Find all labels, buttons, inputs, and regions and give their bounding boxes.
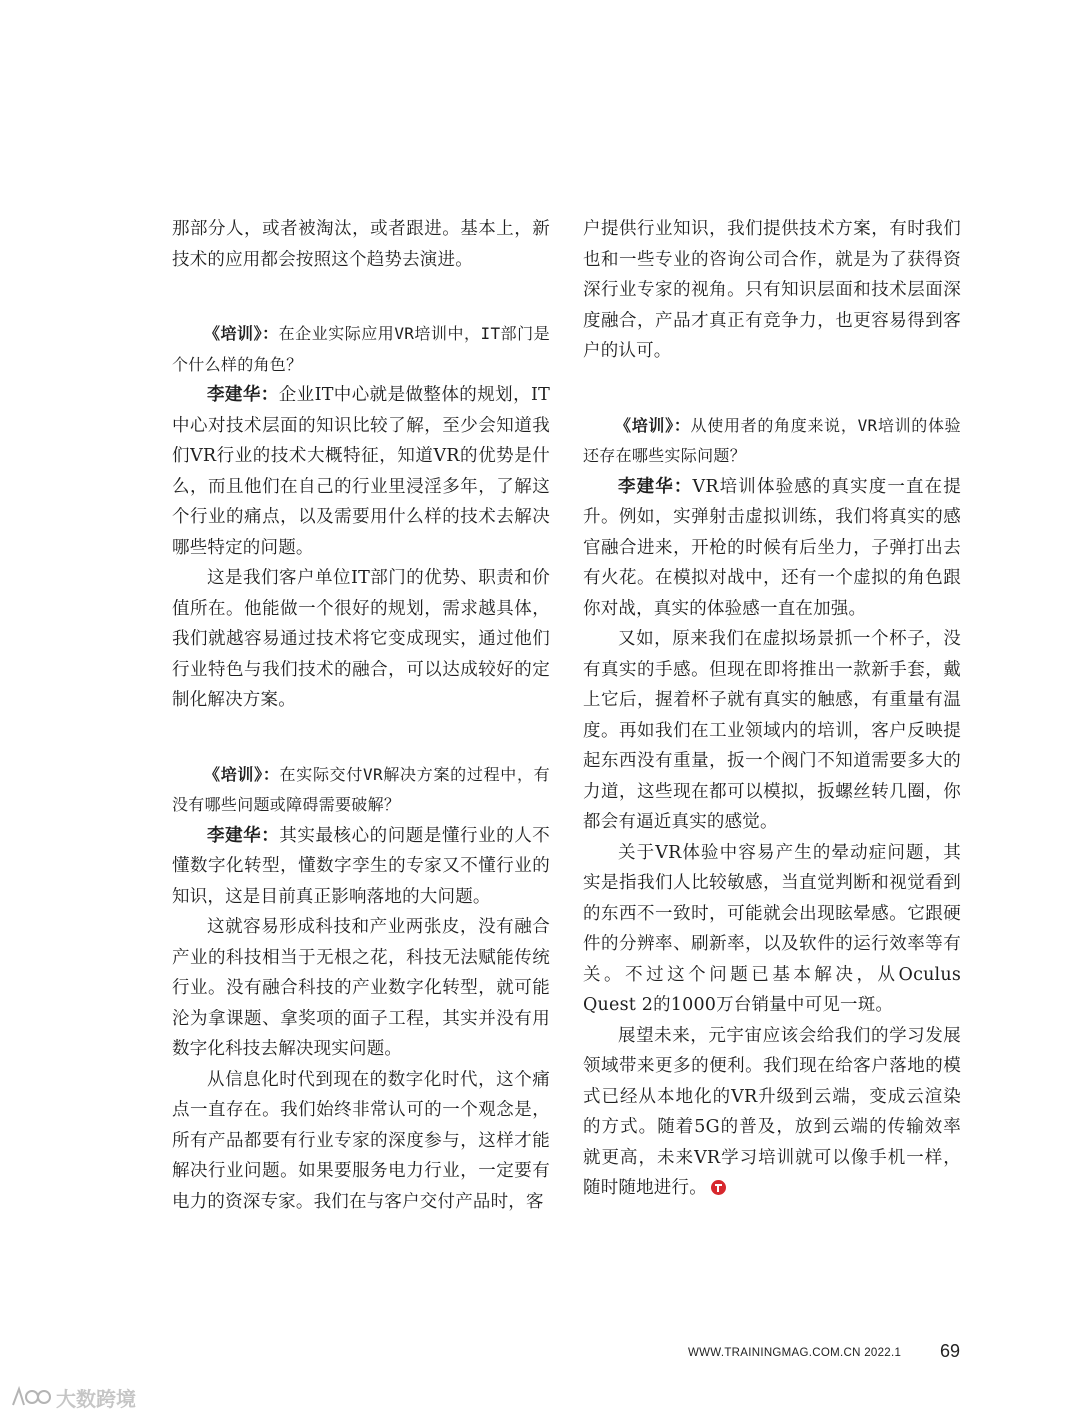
answer-text: VR培训体验感的真实度一直在提升。例如，实弹射击虚拟训练，我们将真实的感官融合进来，开枪的时候有后坐力，子弹打出去有火花。在模拟对战中，还有一个虚拟的角色跟你对战，真实的体验感一直在加强。: [583, 476, 961, 619]
right-column: [583, 214, 961, 1204]
interview-answer: [583, 472, 961, 625]
question-tag: 《培训》：: [204, 324, 279, 343]
paragraph: 户提供行业知识，我们提供技术方案，有时我们也和一些专业的咨询公司合作，就是为了获得资深行业专家的视角。只有知识层面和技术层面深度融合，产品才真正有竞争力，也更容易得到客户的认可。: [583, 219, 961, 361]
page-number: 69: [939, 1341, 960, 1361]
answer-text: 企业IT中心就是做整体的规划，IT中心对技术层面的知识比较了解，至少会知道我们VR行业的技术大概特征，知道VR的优势是什么，而且他们在自己的行业里浸淫多年，了解这个行业的痛点，以及需要用什么样的技术去解决哪些特定的问题。: [172, 385, 550, 558]
end-mark-icon: [711, 1180, 726, 1195]
paragraph: 关于VR体验中容易产生的晕动症问题，其实是指我们人比较敏感，当直觉判断和视觉看到的东西不一致时，可能就会出现眩晕感。它跟硬件的分辨率、刷新率，以及软件的运行效率等有关。不过这个问题已基本解决，从Oculus Quest 2的1000万台销量中可见一斑。: [583, 842, 961, 1015]
paragraph-text: 展望未来，元宇宙应该会给我们的学习发展领域带来更多的便利。我们现在给客户落地的模式已经从本地化的VR升级到云端，变成云渲染的方式。随着5G的普及，放到云端的传输效率就更高，未来VR学习培训就可以像手机一样，随时随地进行。: [583, 1025, 961, 1198]
speaker-name: 李建华：: [207, 825, 280, 846]
page-footer: [688, 1341, 960, 1365]
question-tag: 《培训》：: [615, 415, 691, 435]
interview-answer: [172, 380, 550, 563]
paragraph: 这是我们客户单位IT部门的优势、职责和价值所在。他能做一个很好的规划，需求越具体，我们就越容易通过技术将它变成现实，通过他们行业特色与我们技术的融合，可以达成较好的定制化解决方案。: [172, 568, 550, 710]
speaker-name: 李建华：: [618, 476, 693, 497]
paragraph: 从信息化时代到现在的数字化时代，这个痛点一直存在。我们始终非常认可的一个观念是，所有产品都要有行业专家的深度参与，这样才能解决行业问题。如果要服务电力行业，一定要有电力的资深专家。我们在与客户交付产品时，客: [172, 1069, 550, 1212]
question-tag: 《培训》：: [204, 764, 280, 784]
footer-url-issue: WWW.TRAININGMAG.COM.CN 2022.1: [688, 1347, 902, 1359]
left-column: [172, 214, 550, 1217]
paragraph: 那部分人，或者被淘汰，或者跟进。基本上，新技术的应用都会按照这个趋势去演进。: [172, 219, 550, 270]
watermark-logo-icon: [10, 1385, 52, 1409]
paragraph: [583, 1021, 961, 1204]
paragraph: 这就容易形成科技和产业两张皮，没有融合产业的科技相当于无根之花，科技无法赋能传统行业。没有融合科技的产业数字化转型，就可能沦为拿课题、拿奖项的面子工程，其实并没有用数字化科技去解决现实问题。: [172, 917, 550, 1059]
speaker-name: 李建华：: [207, 385, 279, 405]
interview-question: [583, 411, 961, 472]
interview-question: [172, 760, 550, 821]
interview-question: [172, 319, 550, 380]
question-text: 在实际交付VR解决方案的过程中，有没有哪些问题或障碍需要破解？: [172, 764, 550, 814]
interview-answer: [172, 821, 550, 913]
watermark: [10, 1382, 136, 1412]
paragraph: 又如，原来我们在虚拟场景抓一个杯子，没有真实的手感。但现在即将推出一款新手套，戴上它后，握着杯子就有真实的触感，有重量有温度。再如我们在工业领域内的培训，客户反映提起东西没有重量，扳一个阀门不知道需要多大的力道，这些现在都可以模拟，扳螺丝转几圈，你都会有逼近真实的感觉。: [583, 629, 961, 832]
question-text: 从使用者的角度来说，VR培训的体验还存在哪些实际问题？: [583, 415, 961, 465]
question-text: 在企业实际应用VR培训中，IT部门是个什么样的角色？: [172, 324, 550, 374]
answer-text: 其实最核心的问题是懂行业的人不懂数字化转型，懂数字孪生的专家又不懂行业的知识，这是目前真正影响落地的大问题。: [172, 825, 550, 907]
watermark-text: 大数跨境: [56, 1386, 136, 1411]
